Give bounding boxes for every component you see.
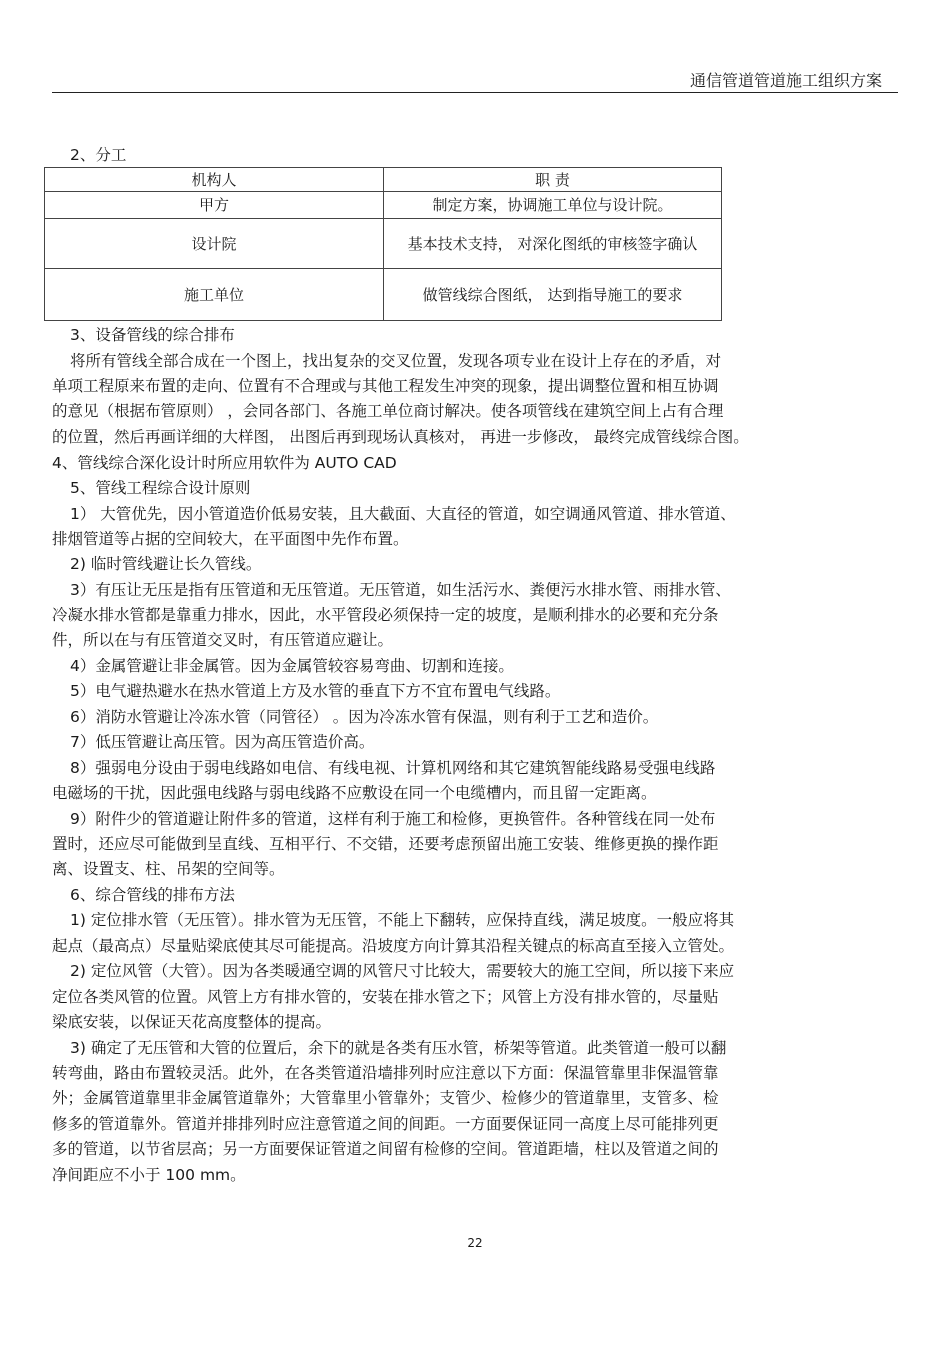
paragraph-line: 置时，还应尽可能做到呈直线、互相平行、不交错，还要考虑预留出施工安装、维修更换的操作距 (52, 835, 719, 853)
paragraph-line: 2) 临时管线避让长久管线。 (70, 555, 262, 573)
table-header-cell: 职 责 (384, 168, 722, 192)
paragraph-line: 电磁场的干扰，因此强电线路与弱电线路不应敷设在同一个电缆槽内，而且留一定距离。 (52, 784, 657, 802)
paragraph-line: 单项工程原来布置的走向、位置有不合理或与其他工程发生冲突的现象，提出调整位置和相互协调 (52, 377, 719, 395)
section-heading: 6、综合管线的排布方法 (70, 886, 235, 904)
section-heading: 5、管线工程综合设计原则 (70, 479, 251, 497)
paragraph-line: 多的管道，以节省层高；另一方面要保证管道之间留有检修的空间。管道距墙，柱以及管道之间的 (52, 1140, 719, 1158)
paragraph-line: 9）附件少的管道避让附件多的管道，这样有利于施工和检修，更换管件。各种管线在同一处布 (70, 810, 716, 828)
paragraph-line: 外；金属管道靠里非金属管道靠外；大管靠里小管靠外；支管少、检修少的管道靠里，支管多、检 (52, 1089, 719, 1107)
paragraph-line: 8）强弱电分设由于弱电线路如电信、有线电视、计算机网络和其它建筑智能线路易受强电线路 (70, 759, 716, 777)
table-row (45, 269, 722, 321)
paragraph-line: 6）消防水管避让冷冻水管（同管径） 。因为冷冻水管有保温，则有利于工艺和造价。 (70, 708, 659, 726)
page-number: 22 (467, 1236, 483, 1250)
table-cell: 施工单位 (45, 269, 384, 321)
division-table (44, 167, 722, 321)
section-heading: 3、设备管线的综合排布 (70, 326, 235, 344)
table-cell: 基本技术支持， 对深化图纸的审核签字确认 (384, 219, 722, 269)
paragraph-line: 2) 定位风管（大管）。因为各类暖通空调的风管尺寸比较大，需要较大的施工空间，所以接下来应 (70, 962, 735, 980)
table-cell: 做管线综合图纸， 达到指导施工的要求 (384, 269, 722, 321)
paragraph-line: 4）金属管避让非金属管。因为金属管较容易弯曲、切割和连接。 (70, 657, 514, 675)
document-title: 通信管道管道施工组织方案 (689, 71, 882, 90)
paragraph-line: 1） 大管优先，因小管道造价低易安装，且大截面、大直径的管道，如空调通风管道、排水管道、 (70, 505, 736, 523)
table-header-cell: 机构人 (45, 168, 384, 192)
paragraph-line: 冷凝水排水管都是靠重力排水，因此，水平管段必须保持一定的坡度，是顺利排水的必要和充分条 (52, 606, 719, 624)
paragraph-line: 7）低压管避让高压管。因为高压管造价高。 (70, 733, 375, 751)
table-cell: 制定方案，协调施工单位与设计院。 (384, 192, 722, 219)
paragraph-line: 3) 确定了无压管和大管的位置后，余下的就是各类有压水管，桥架等管道。此类管道一般可以翻 (70, 1039, 727, 1057)
section-heading-division: 2、分工 (70, 146, 127, 164)
paragraph-line: 的位置，然后再画详细的大样图， 出图后再到现场认真核对， 再进一步修改， 最终完成管线综合图。 (52, 428, 749, 446)
paragraph-line: 排烟管道等占据的空间较大，在平面图中先作布置。 (52, 530, 409, 548)
paragraph-line: 的意见（根据布管原则） ，会同各部门、各施工单位商讨解决。使各项管线在建筑空间上占有合理 (52, 402, 724, 420)
table-cell: 甲方 (45, 192, 384, 219)
paragraph-line: 5）电气避热避水在热水管道上方及水管的垂直下方不宜布置电气线路。 (70, 682, 561, 700)
paragraph-line: 净间距应不小于 100 mm。 (52, 1166, 246, 1184)
paragraph-line: 3）有压让无压是指有压管道和无压管道。无压管道，如生活污水、粪便污水排水管、雨排水管、 (70, 581, 731, 599)
paragraph-line: 将所有管线全部合成在一个图上，找出复杂的交叉位置，发现各项专业在设计上存在的矛盾，对 (70, 352, 722, 370)
paragraph-line: 修多的管道靠外。管道并排排列时应注意管道之间的间距。一方面要保证同一高度上尽可能排列更 (52, 1115, 719, 1133)
paragraph-line: 件，所以在与有压管道交叉时，有压管道应避让。 (52, 631, 394, 649)
paragraph-line: 转弯曲，路由布置较灵活。此外，在各类管道沿墙排列时应注意以下方面：保温管靠里非保温管靠 (52, 1064, 719, 1082)
paragraph-line: 离、设置支、柱、吊架的空间等。 (52, 860, 285, 878)
paragraph-line: 1) 定位排水管（无压管）。排水管为无压管，不能上下翻转，应保持直线，满足坡度。一般应将其 (70, 911, 735, 929)
paragraph-line: 起点（最高点）尽量贴梁底使其尽可能提高。沿坡度方向计算其沿程关键点的标高直至接入立管处。 (52, 937, 735, 955)
paragraph-line: 定位各类风管的位置。风管上方有排水管的，安装在排水管之下；风管上方没有排水管的，尽量贴 (52, 988, 719, 1006)
header-rule (52, 92, 898, 93)
paragraph-line: 梁底安装，以保证天花高度整体的提高。 (52, 1013, 332, 1031)
table-cell: 设计院 (45, 219, 384, 269)
section-heading: 4、管线综合深化设计时所应用软件为 AUTO CAD (52, 454, 397, 472)
table-row (45, 219, 722, 269)
table-row (45, 192, 722, 219)
table-header-row (45, 168, 722, 192)
